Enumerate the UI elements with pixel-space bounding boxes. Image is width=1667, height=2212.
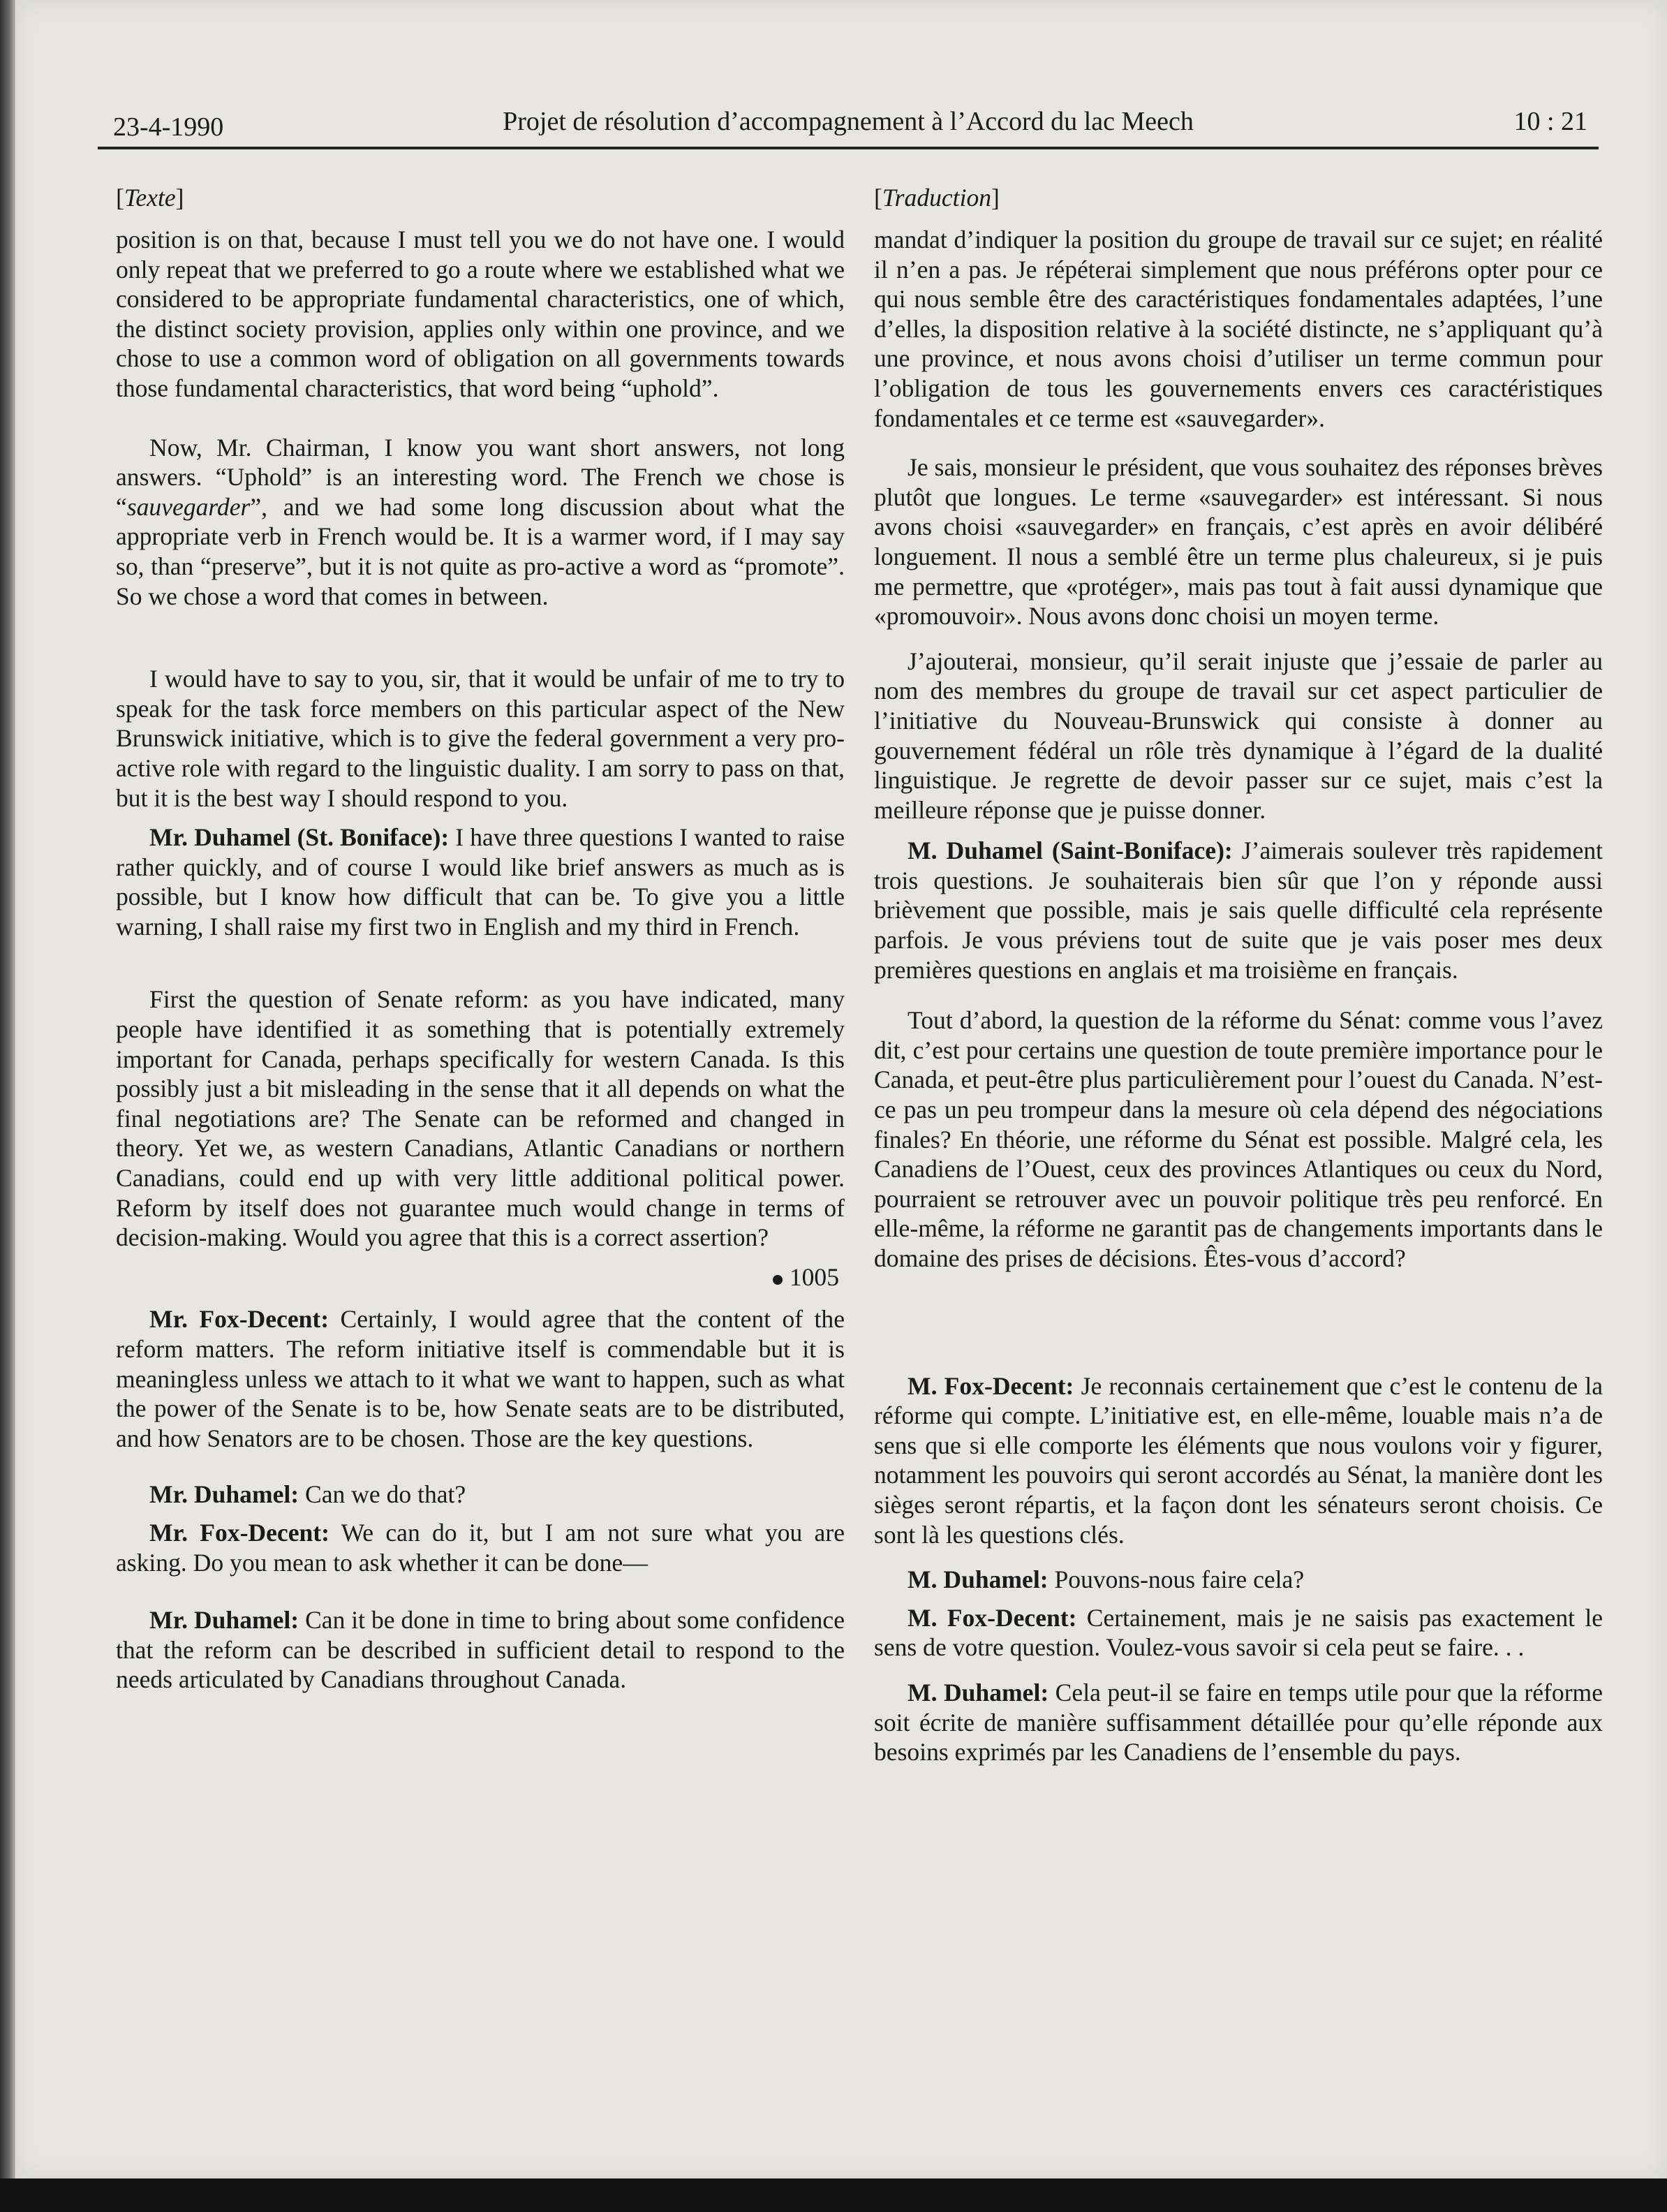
header-title: Projet de résolution d’accompagnement à l’Accord du lac Meech	[503, 107, 1194, 136]
speaker-name: M. Fox-Decent:	[907, 1603, 1077, 1632]
speaker-name: Mr. Fox-Decent:	[149, 1518, 329, 1547]
speaker-name: Mr. Fox-Decent:	[149, 1305, 329, 1334]
paragraph: Mr. Fox-Decent: Certainly, I would agree that the content of the reform matters. The reform initiative itself is commendable but it is meaningless unless we attach to it what we want to happen, such as what the power of the Senate is to be, how Senate seats are to be distributed, and how Senators are to be chosen. Those are the key questions.	[116, 1305, 845, 1452]
speaker-name: M. Duhamel:	[907, 1565, 1049, 1594]
paragraph: M. Duhamel: Pouvons-nous faire cela?	[907, 1565, 1305, 1594]
scan-bottom-edge	[0, 2178, 1667, 2212]
bullet-icon	[773, 1275, 783, 1285]
paragraph: Mr. Duhamel (St. Boniface): I have three questions I wanted to raise rather quickly, and of course I would like brief answers as much as is possible, but I know how difficult that can be. To give you a little warning, I shall raise my first two in English and my third in French.	[116, 823, 845, 941]
section-tag-traduction: [Traduction]	[874, 184, 1000, 212]
time-marker: 1005	[116, 1262, 845, 1292]
paragraph: position is on that, because I must tell you we do not have one. I would only repeat that we preferred to go a route where we established what we considered to be appropriate fundamental characteristics, one of which, the distinct society provision, applies only within one province, and we chose to use a common word of obligation on all governments towards those fundamental characteristics, that word being “uphold”.	[116, 226, 845, 402]
page-number: 10 : 21	[1513, 107, 1587, 136]
paragraph: M. Duhamel (Saint-Boniface): J’aimerais soulever très rapidement trois questions. Je souhaiterais bien sûr que l’on y réponde aussi brièvement que possible, mais je sais quelle difficulté cela représente parfois. Je vous préviens tout de suite que je vais poser mes deux premières questions en anglais et ma troisième en français.	[874, 836, 1603, 984]
speaker-name: Mr. Duhamel:	[149, 1480, 299, 1509]
paragraph: M. Fox-Decent: Certainement, mais je ne saisis pas exactement le sens de votre question. Voulez-vous savoir si cela peut se faire. . .	[874, 1603, 1603, 1662]
paragraph: Je sais, monsieur le président, que vous souhaitez des réponses brèves plutôt que longues. Le terme «sauvegarder» est intéressant. Si nous avons choisi «sauvegarder» en français, c’est après en avoir délibéré longuement. Il nous a semblé être un terme plus chaleureux, si je puis me permettre, que «protéger», mais pas tout à fait aussi dynamique que «promouvoir». Nous avons donc choisi un moyen terme.	[874, 453, 1603, 631]
scan-left-edge	[0, 0, 15, 2212]
speaker-name: Mr. Duhamel (St. Boniface):	[149, 823, 450, 852]
speaker-name: M. Duhamel:	[907, 1678, 1049, 1706]
paragraph: Tout d’abord, la question de la réforme du Sénat: comme vous l’avez dit, c’est pour certains une question de toute première importance pour le Canada, et peut-être plus particulièrement pour l’ouest du Canada. N’est-ce pas un peu trompeur dans la mesure où cela dépend des négociations finales? En théorie, une réforme du Sénat est possible. Malgré cela, les Canadiens de l’Ouest, ceux des provinces Atlantiques ou ceux du Nord, pourraient se retrouver avec un pouvoir politique très peu renforcé. En elle-même, la réforme ne garantit pas de changements importants dans le domaine des prises de décisions. Êtes-vous d’accord?	[874, 1006, 1603, 1272]
paragraph: Mr. Duhamel: Can it be done in time to bring about some confidence that the reform can be described in sufficient detail to respond to the needs articulated by Canadians throughout Canada.	[116, 1606, 845, 1694]
speaker-name: M. Fox-Decent:	[907, 1371, 1074, 1400]
speaker-name: Mr. Duhamel:	[149, 1606, 299, 1635]
paragraph: J’ajouterai, monsieur, qu’il serait injuste que j’essaie de parler au nom des membres du groupe de travail sur cet aspect particulier de l’initiative du Nouveau-Brunswick qui consiste à donner au gouvernement fédéral un rôle très dynamique à l’égard de la dualité linguistique. Je regrette de devoir passer sur ce sujet, mais c’est la meilleure réponse que je puisse donner.	[874, 647, 1603, 824]
english-column	[116, 183, 845, 1695]
french-column	[874, 183, 1603, 1767]
paragraph: First the question of Senate reform: as you have indicated, many people have identified it as something that is potentially extremely important for Canada, perhaps specifically for western Canada. Is this possibly just a bit misleading in the sense that it all depends on what the final negotiations are? The Senate can be reformed and changed in theory. Yet we, as western Canadians, Atlantic Canadians or northern Canadians, could end up with very little additional political power. Reform by itself does not guarantee much would change in terms of decision-making. Would you agree that this is a correct assertion?	[116, 985, 845, 1252]
header-date: 23-4-1990	[113, 112, 224, 142]
paragraph: Now, Mr. Chairman, I know you want short answers, not long answers. “Uphold” is an interesting word. The French we chose is “sauvegarder”, and we had some long discussion about what the appropriate verb in French would be. It is a warmer word, if I may say so, than “preserve”, but it is not quite as pro-active a word as “promote”. So we chose a word that comes in between.	[116, 433, 845, 610]
paragraph: mandat d’indiquer la position du groupe de travail sur ce sujet; en réalité il n’en a pas. Je répéterai simplement que nous préférons opter pour ce qui nous semble être des caractéristiques fondamentales adaptées, l’une d’elles, la disposition relative à la société distincte, ne s’appliquant qu’à une province, et nous avons choisi d’utiliser un terme commun pour l’obligation de tous les gouvernements envers ces caractéristiques fondamentales et ce terme est «sauvegarder».	[874, 226, 1603, 432]
paragraph: Mr. Fox-Decent: We can do it, but I am not sure what you are asking. Do you mean to ask whether it can be done—	[116, 1518, 845, 1577]
running-header	[98, 91, 1599, 149]
section-tag-texte: [Texte]	[116, 184, 184, 212]
paragraph: M. Duhamel: Cela peut-il se faire en temps utile pour que la réforme soit écrite de manière suffisamment détaillée pour qu’elle réponde aux besoins exprimés par les Canadiens de l’ensemble du pays.	[874, 1678, 1603, 1767]
paragraph: Mr. Duhamel: Can we do that?	[149, 1480, 466, 1509]
paragraph: I would have to say to you, sir, that it would be unfair of me to try to speak for the task force members on this particular aspect of the New Brunswick initiative, which is to give the federal government a very pro-active role with regard to the linguistic duality. I am sorry to pass on that, but it is the best way I should respond to you.	[116, 665, 845, 812]
paragraph: M. Fox-Decent: Je reconnais certainement que c’est le contenu de la réforme qui compte. L’initiative est, en elle-même, louable mais n’a de sens que si elle comporte les éléments que nous voulons voir y figurer, notamment les pouvoirs qui seront accordés au Sénat, la manière dont les sièges seront répartis, et la façon dont les sénateurs seront choisis. Ce sont là les questions clés.	[874, 1371, 1603, 1549]
speaker-name: M. Duhamel (Saint-Boniface):	[907, 836, 1233, 865]
